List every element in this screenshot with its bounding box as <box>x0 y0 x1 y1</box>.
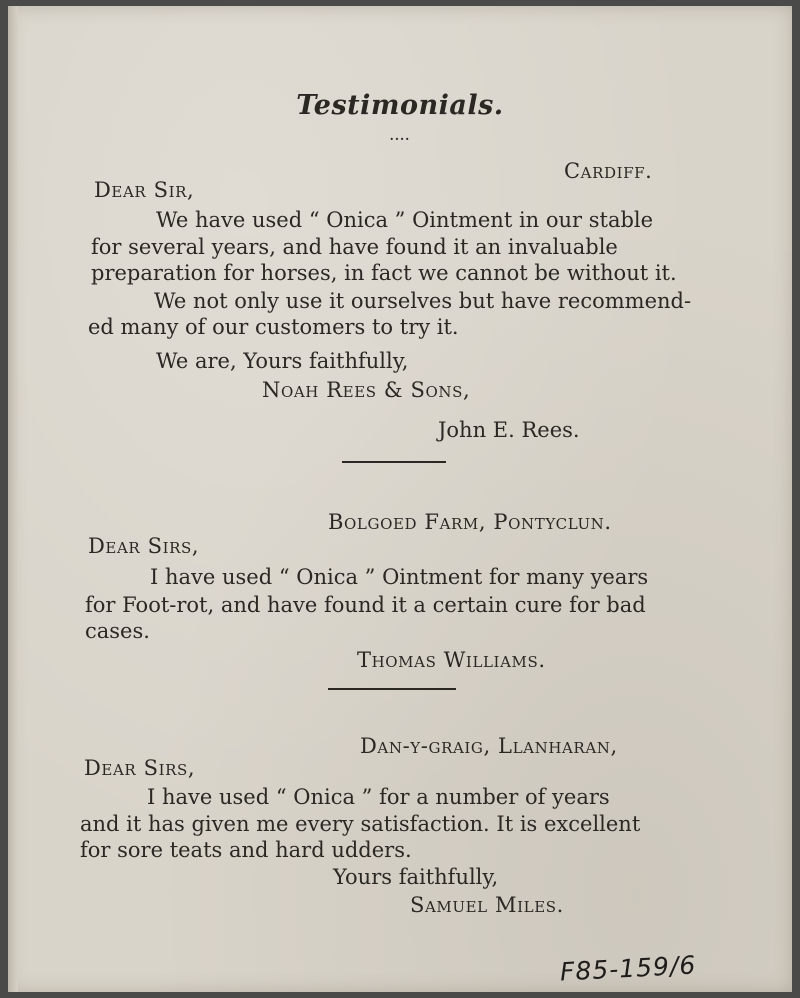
letter2-line: cases. <box>85 619 150 643</box>
page-title: Testimonials. <box>296 90 504 121</box>
letter1-firm: Noah Rees & Sons, <box>262 378 471 402</box>
letter2-salutation: Dear Sirs, <box>88 534 200 558</box>
page-edge <box>8 6 18 992</box>
letter3-line: for sore teats and hard udders. <box>80 838 412 862</box>
letter2-signatory: Thomas Williams. <box>357 648 546 672</box>
letter1-line: We not only use it ourselves but have recommend- <box>154 289 692 313</box>
letter2-place: Bolgoed Farm, Pontyclun. <box>328 510 612 534</box>
letter1-line: for several years, and have found it an invaluable <box>91 235 618 259</box>
section-divider <box>328 688 456 690</box>
section-divider <box>342 461 446 463</box>
letter3-closing: Yours faithfully, <box>333 865 499 889</box>
letter1-salutation: Dear Sir, <box>94 178 195 202</box>
letter3-place: Dan-y-graig, Llanharan, <box>360 734 618 758</box>
document-page <box>8 6 792 992</box>
letter3-signatory: Samuel Miles. <box>410 893 564 917</box>
letter1-line: We have used “ Onica ” Ointment in our stable <box>156 208 654 232</box>
letter1-line: preparation for horses, in fact we cannot be without it. <box>91 261 677 285</box>
letter2-line: for Foot-rot, and have found it a certain cure for bad <box>85 593 646 617</box>
letter1-place: Cardiff. <box>564 159 653 183</box>
letter1-signatory: John E. Rees. <box>438 418 580 442</box>
handwritten-reference-number: F85-159/6 <box>559 950 697 987</box>
letter1-line: ed many of our customers to try it. <box>88 315 459 339</box>
letter3-line: and it has given me every satisfaction. It is excellent <box>80 812 641 836</box>
letter1-closing: We are, Yours faithfully, <box>156 349 409 373</box>
letter2-line: I have used “ Onica ” Ointment for many years <box>150 565 649 589</box>
title-ornament: ···· <box>389 132 411 146</box>
letter3-salutation: Dear Sirs, <box>84 756 196 780</box>
letter3-line: I have used “ Onica ” for a number of years <box>147 785 610 809</box>
